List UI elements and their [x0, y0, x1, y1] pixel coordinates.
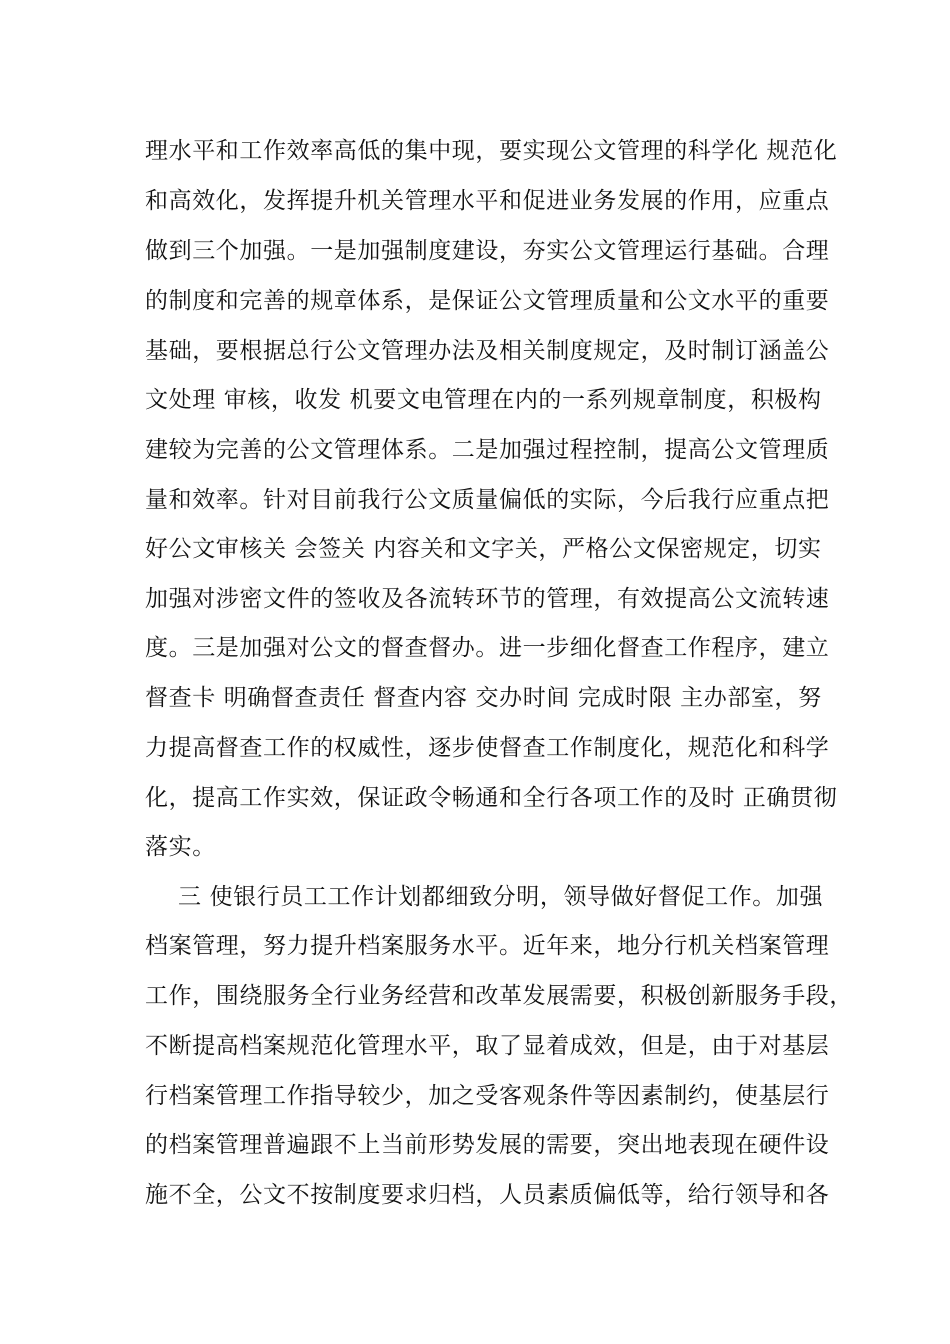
text-line: 督查卡 明确督查责任 督查内容 交办时间 完成时限 主办部室，努 [145, 685, 822, 711]
text-line: 施不全，公文不按制度要求归档，人员素质偏低等，给行领导和各 [145, 1182, 830, 1208]
text-line: 化，提高工作实效，保证政令畅通和全行各项工作的及时 正确贯彻 [145, 785, 838, 811]
text-line: 和高效化，发挥提升机关管理水平和促进业务发展的作用，应重点 [145, 188, 830, 214]
text-line: 行档案管理工作指导较少，加之受客观条件等因素制约，使基层行 [145, 1083, 830, 1109]
text-line: 档案管理，努力提升档案服务水平。近年来，地分行机关档案管理 [145, 933, 830, 959]
text-line: 加强对涉密文件的签收及各流转环节的管理，有效提高公文流转速 [145, 586, 830, 612]
text-line: 落实。 [145, 834, 216, 860]
text-line: 工作，围绕服务全行业务经营和改革发展需要，积极创新服务手段， [145, 983, 853, 1009]
paragraph-first-line: 三 使银行员工工作计划都细致分明，领导做好督促工作。加强 [178, 884, 824, 910]
text-line: 好公文审核关 会签关 内容关和文字关，严格公文保密规定，切实 [145, 536, 822, 562]
text-line: 的制度和完善的规章体系，是保证公文管理质量和公文水平的重要 [145, 288, 830, 314]
text-line: 量和效率。针对目前我行公文质量偏低的实际，今后我行应重点把 [145, 487, 830, 513]
text-line: 基础，要根据总行公文管理办法及相关制度规定，及时制订涵盖公 [145, 338, 830, 364]
text-line: 文处理 审核，收发 机要文电管理在内的一系列规章制度，积极构 [145, 387, 822, 413]
text-line: 力提高督查工作的权威性，逐步使督查工作制度化，规范化和科学 [145, 735, 830, 761]
text-line: 度。三是加强对公文的督查督办。进一步细化督查工作程序，建立 [145, 635, 830, 661]
text-line: 做到三个加强。一是加强制度建设，夯实公文管理运行基础。合理 [145, 238, 830, 264]
text-line: 的档案管理普遍跟不上当前形势发展的需要，突出地表现在硬件设 [145, 1132, 830, 1158]
text-line: 不断提高档案规范化管理水平，取了显着成效，但是，由于对基层 [145, 1033, 830, 1059]
text-line: 建较为完善的公文管理体系。二是加强过程控制，提高公文管理质 [145, 437, 830, 463]
text-line: 理水平和工作效率高低的集中现，要实现公文管理的科学化 规范化 [145, 138, 838, 164]
